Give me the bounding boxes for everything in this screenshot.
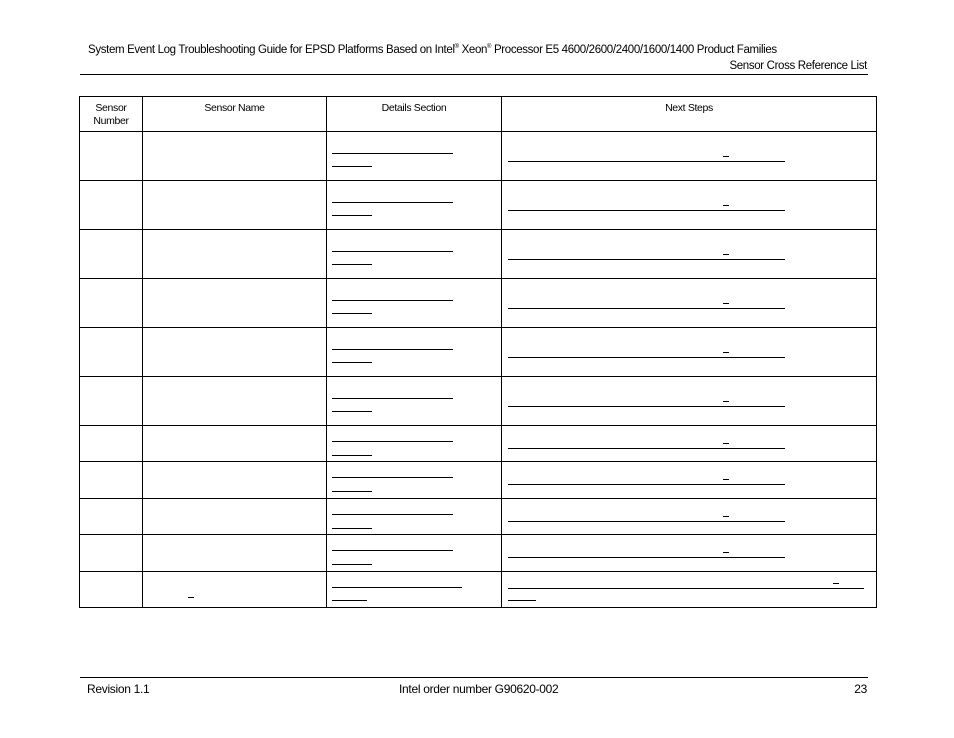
sensor-number-cell: [80, 535, 143, 572]
details-link[interactable]: [332, 215, 372, 216]
dash-mark: [723, 352, 729, 353]
table-row: [80, 132, 877, 181]
next-steps-link[interactable]: [508, 484, 785, 485]
details-link[interactable]: [332, 564, 372, 565]
sensor-number-cell: [80, 499, 143, 535]
table-header-row: [80, 97, 877, 132]
sensor-name-cell: [143, 132, 327, 181]
table-row: [80, 499, 877, 535]
next-steps-link[interactable]: [508, 406, 785, 407]
sensor-number-cell: [80, 181, 143, 230]
page-number: 23: [854, 682, 867, 696]
dash-mark: [723, 552, 729, 553]
sensor-name-cell: [143, 279, 327, 328]
table-row: [80, 230, 877, 279]
sensor-name-cell: [143, 535, 327, 572]
details-link[interactable]: [332, 411, 372, 412]
details-section-cell[interactable]: [327, 535, 502, 572]
dash-mark: [723, 156, 729, 157]
sensor-number-cell: [80, 132, 143, 181]
next-steps-cell[interactable]: [502, 535, 877, 572]
document-title: [88, 44, 777, 56]
dash-mark: [188, 597, 194, 598]
details-link[interactable]: [332, 398, 453, 399]
next-steps-cell[interactable]: [502, 377, 877, 426]
table-row: [80, 279, 877, 328]
details-link[interactable]: [332, 477, 453, 478]
trademark-mark: ®: [454, 44, 459, 51]
next-steps-link[interactable]: [508, 521, 785, 522]
table-row: [80, 572, 877, 608]
column-header-sensor-number: Sensor Number: [80, 97, 143, 132]
sensor-number-cell: [80, 572, 143, 608]
dash-mark: [723, 303, 729, 304]
sensor-number-cell: [80, 230, 143, 279]
details-link[interactable]: [332, 514, 453, 515]
details-link[interactable]: [332, 300, 453, 301]
table-row: [80, 426, 877, 462]
details-link[interactable]: [332, 251, 453, 252]
trademark-mark: ®: [487, 44, 492, 51]
details-link[interactable]: [332, 153, 453, 154]
dash-mark: [723, 205, 729, 206]
next-steps-cell[interactable]: [502, 462, 877, 499]
next-steps-link[interactable]: [508, 161, 785, 162]
sensor-name-cell: [143, 572, 327, 608]
dash-mark: [833, 583, 839, 584]
details-section-cell[interactable]: [327, 132, 502, 181]
details-link[interactable]: [332, 349, 453, 350]
title-part-2: Xeon: [458, 44, 488, 56]
next-steps-cell[interactable]: [502, 426, 877, 462]
dash-mark: [723, 443, 729, 444]
footer-rule: [80, 677, 868, 678]
next-steps-cell[interactable]: [502, 132, 877, 181]
next-steps-link[interactable]: [508, 259, 785, 260]
table-row: [80, 535, 877, 572]
details-link[interactable]: [332, 166, 372, 167]
sensor-reference-table: [79, 96, 877, 608]
sensor-name-cell: [143, 328, 327, 377]
title-part-1: System Event Log Troubleshooting Guide for EPSD Platforms Based on Intel: [88, 44, 455, 56]
details-link[interactable]: [332, 550, 453, 551]
details-section-cell[interactable]: [327, 377, 502, 426]
details-link[interactable]: [332, 362, 372, 363]
sensor-name-cell: [143, 181, 327, 230]
sensor-name-cell: [143, 462, 327, 499]
title-part-3: Processor E5 4600/2600/2400/1600/1400 Product Families: [491, 44, 777, 56]
next-steps-link[interactable]: [508, 357, 785, 358]
details-section-cell[interactable]: [327, 462, 502, 499]
sensor-number-cell: [80, 426, 143, 462]
next-steps-link[interactable]: [508, 600, 536, 601]
dash-mark: [723, 401, 729, 402]
dash-mark: [723, 516, 729, 517]
details-link[interactable]: [332, 455, 372, 456]
sensor-number-cell: [80, 279, 143, 328]
next-steps-link[interactable]: [508, 210, 785, 211]
next-steps-cell[interactable]: [502, 328, 877, 377]
section-title: Sensor Cross Reference List: [729, 60, 867, 72]
next-steps-link[interactable]: [508, 588, 864, 589]
next-steps-link[interactable]: [508, 557, 785, 558]
table-row: [80, 462, 877, 499]
details-link[interactable]: [332, 202, 453, 203]
column-header-next-steps: Next Steps: [502, 97, 877, 132]
sensor-name-cell: [143, 230, 327, 279]
details-link[interactable]: [332, 264, 372, 265]
sensor-number-cell: [80, 377, 143, 426]
details-section-cell[interactable]: [327, 572, 502, 608]
next-steps-link[interactable]: [508, 308, 785, 309]
dash-mark: [723, 254, 729, 255]
details-link[interactable]: [332, 313, 372, 314]
dash-mark: [723, 479, 729, 480]
details-section-cell[interactable]: [327, 279, 502, 328]
next-steps-cell[interactable]: [502, 572, 877, 608]
revision-label: Revision 1.1: [87, 682, 150, 696]
sensor-name-cell: [143, 499, 327, 535]
sensor-number-cell: [80, 328, 143, 377]
sensor-number-cell: [80, 462, 143, 499]
details-section-cell[interactable]: [327, 181, 502, 230]
next-steps-cell[interactable]: [502, 181, 877, 230]
order-number: Intel order number G90620-002: [399, 682, 559, 696]
details-section-cell[interactable]: [327, 230, 502, 279]
sensor-name-cell: [143, 426, 327, 462]
details-section-cell[interactable]: [327, 499, 502, 535]
column-header-sensor-name: Sensor Name: [143, 97, 327, 132]
next-steps-cell[interactable]: [502, 279, 877, 328]
table-row: [80, 377, 877, 426]
column-header-details-section: Details Section: [327, 97, 502, 132]
details-link[interactable]: [332, 600, 367, 601]
details-link[interactable]: [332, 587, 462, 588]
details-link[interactable]: [332, 441, 453, 442]
next-steps-cell[interactable]: [502, 499, 877, 535]
header-rule: [80, 74, 868, 75]
table-row: [80, 181, 877, 230]
next-steps-link[interactable]: [508, 448, 785, 449]
details-link[interactable]: [332, 528, 372, 529]
details-section-cell[interactable]: [327, 426, 502, 462]
details-link[interactable]: [332, 491, 372, 492]
next-steps-cell[interactable]: [502, 230, 877, 279]
details-section-cell[interactable]: [327, 328, 502, 377]
sensor-name-cell: [143, 377, 327, 426]
table-row: [80, 328, 877, 377]
